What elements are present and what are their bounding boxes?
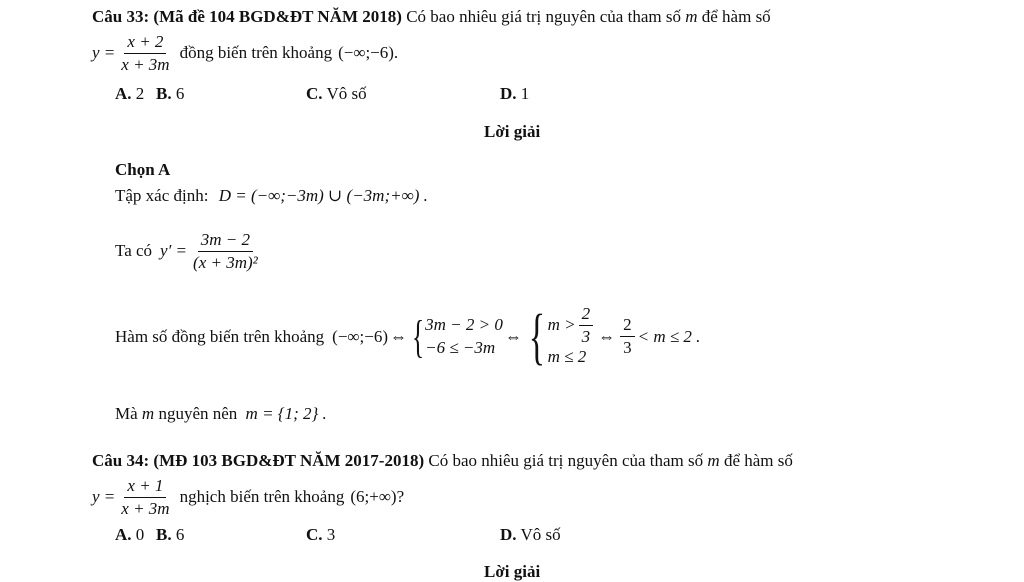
q33-title (92, 7, 771, 27)
option-label: B. (156, 84, 172, 103)
integer-set: m = {1; 2} . (245, 404, 327, 423)
q33-option-c (306, 84, 367, 104)
option-value: 6 (175, 84, 185, 103)
condition-interval: (−∞;−6) (332, 326, 388, 346)
q33-fraction (118, 32, 172, 74)
derivative-line (115, 230, 264, 272)
integer-text-a: Mà (115, 404, 138, 423)
option-label: D. (500, 84, 517, 103)
q33-option-a (115, 84, 144, 104)
solution-2-heading: Lời giải (484, 562, 541, 581)
derivative-denominator: (x + 3m)² (193, 252, 258, 272)
q33-option-d (500, 84, 529, 104)
condition-line (115, 304, 700, 369)
q34-option-a (115, 525, 144, 545)
system-2-row-1-lhs: m > (547, 314, 576, 334)
option-label: D. (500, 525, 517, 544)
condition-text: Hàm số đồng biến trên khoảng (115, 326, 325, 346)
derivative-lhs: y′ = (160, 241, 188, 261)
q34-param: m (707, 451, 720, 470)
integer-text-b: nguyên nên (158, 404, 238, 423)
q33-source: (Mã đề 104 BGD&ĐT NĂM 2018) (153, 7, 402, 26)
fraction-numerator: 2 (579, 304, 594, 326)
derivative-text: Ta có (115, 241, 153, 261)
solution-heading: Lời giải (484, 122, 541, 141)
option-value: 3 (326, 525, 336, 544)
q33-tail: để hàm số (701, 7, 771, 26)
system-2 (548, 304, 597, 369)
system-2-row-1 (548, 304, 597, 346)
q33-param: m (685, 7, 698, 26)
integer-line (115, 404, 327, 424)
option-label: C. (306, 525, 323, 544)
left-brace-icon: { (528, 302, 545, 371)
derivative-fraction (190, 230, 261, 272)
q34-option-d (500, 525, 561, 545)
option-label: A. (115, 525, 132, 544)
q34-title (92, 451, 793, 471)
iff-symbol: ⇔ (390, 326, 407, 346)
q34-fraction (118, 476, 172, 518)
q33-label: Câu 33: (92, 7, 150, 26)
q34-tail: để hàm số (723, 451, 793, 470)
q34-function (92, 476, 404, 518)
system-1-row-2: −6 ≤ −3m (425, 337, 496, 357)
q34-text: Có bao nhiêu giá trị nguyên của tham số (428, 451, 704, 470)
solution-choice: Chọn A (115, 160, 171, 179)
option-value: 0 (135, 525, 145, 544)
q33-text: Có bao nhiêu giá trị nguyên của tham số (406, 7, 681, 26)
final-fraction (620, 315, 635, 357)
iff-symbol: ⇔ (598, 326, 616, 346)
q34-fn-denominator: x + 3m (121, 498, 170, 518)
final-inequality: < m ≤ 2 . (637, 326, 701, 346)
q34-option-c (306, 525, 335, 545)
system-2-row-2: m ≤ 2 (547, 347, 587, 367)
q33-fn-lhs: y = (92, 43, 116, 63)
iff-symbol: ⇔ (504, 326, 522, 346)
q33-option-b (156, 84, 184, 104)
q33-interval: (−∞;−6) (338, 43, 394, 63)
option-label: B. (156, 525, 172, 544)
q34-interval: (6;+∞) (350, 487, 397, 507)
option-value: Vô số (326, 84, 367, 103)
q34-label: Câu 34: (92, 451, 150, 470)
system-2-fraction (579, 304, 594, 346)
integer-param: m (141, 404, 155, 423)
domain-expr: D = (−∞;−3m) ∪ (−3m;+∞) . (218, 186, 428, 205)
q34-fn-lhs: y = (92, 487, 116, 507)
option-label: A. (115, 84, 132, 103)
option-label: C. (306, 84, 323, 103)
q34-interval-end: ? (396, 487, 405, 507)
fraction-numerator: 2 (620, 315, 635, 337)
option-value: Vô số (520, 525, 561, 544)
q33-interval-end: . (393, 43, 399, 63)
q34-fn-numerator: x + 1 (124, 476, 166, 498)
fraction-denominator: 3 (623, 338, 632, 358)
system-1 (425, 314, 503, 360)
option-value: 6 (175, 525, 185, 544)
left-brace-icon: { (411, 310, 425, 362)
derivative-numerator: 3m − 2 (198, 230, 253, 252)
q33-fn-numerator: x + 2 (124, 32, 166, 54)
q33-fn-text: đồng biến trên khoảng (179, 43, 333, 63)
q34-option-b (156, 525, 184, 545)
q33-fn-denominator: x + 3m (121, 54, 170, 74)
option-value: 1 (520, 84, 530, 103)
option-value: 2 (135, 84, 145, 103)
fraction-denominator: 3 (581, 326, 591, 346)
q34-fn-text: nghịch biến trên khoảng (179, 487, 345, 507)
system-1-row-1: 3m − 2 > 0 (425, 314, 503, 334)
q34-source: (MĐ 103 BGD&ĐT NĂM 2017-2018) (153, 451, 425, 470)
q33-function (92, 32, 398, 74)
domain-text: Tập xác định: (115, 186, 209, 205)
domain-line (115, 186, 428, 206)
